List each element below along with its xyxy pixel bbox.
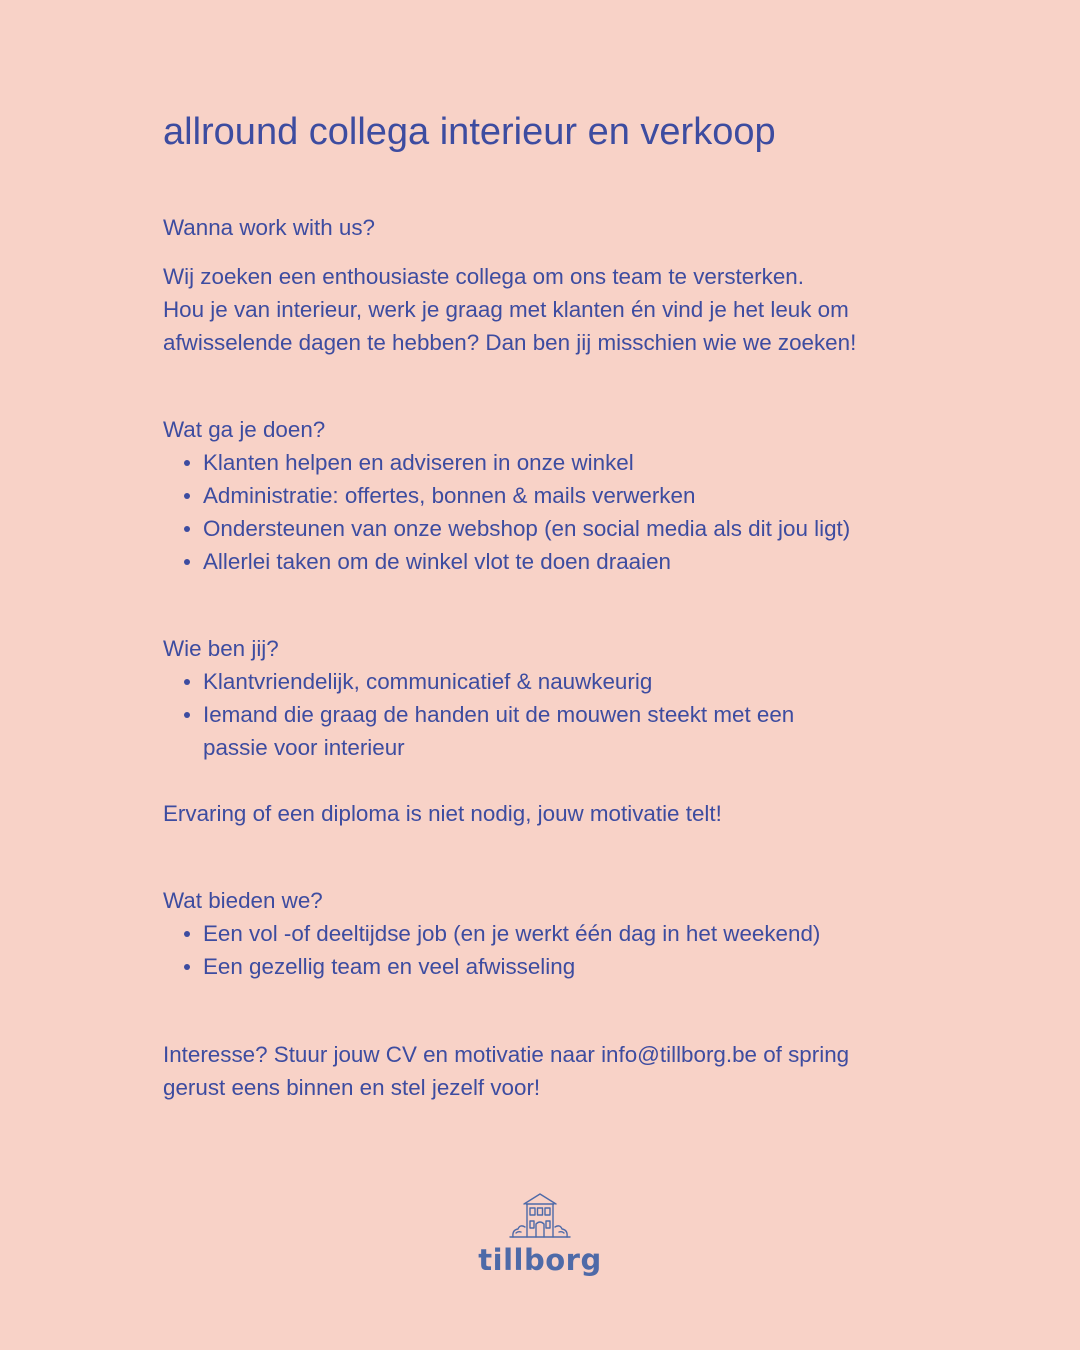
- intro-line: Hou je van interieur, werk je graag met klanten én vind je het leuk om: [163, 297, 849, 322]
- house-icon: [500, 1188, 580, 1242]
- list-item: Administratie: offertes, bonnen & mails verwerken: [203, 479, 850, 512]
- list-item: Klanten helpen en adviseren in onze winkel: [203, 446, 850, 479]
- list-item: Klantvriendelijk, communicatief & nauwkeurig: [203, 665, 794, 698]
- page-title: allround collega interieur en verkoop: [163, 111, 776, 153]
- contact-line: gerust eens binnen en stel jezelf voor!: [163, 1075, 541, 1100]
- list-item: Een vol -of deeltijdse job (en je werkt één dag in het weekend): [203, 917, 820, 950]
- intro-line: afwisselende dagen te hebben? Dan ben jij misschien wie we zoeken!: [163, 330, 857, 355]
- list-item: Een gezellig team en veel afwisseling: [203, 950, 820, 983]
- tasks-heading: Wat ga je doen?: [163, 417, 326, 442]
- offer-heading: Wat bieden we?: [163, 888, 323, 913]
- intro-line: Wij zoeken een enthousiaste collega om ons team te versterken.: [163, 264, 804, 289]
- brand-name: tillborg: [478, 1243, 602, 1277]
- list-item: Ondersteunen van onze webshop (en social media als dit jou ligt): [203, 512, 850, 545]
- offer-list: [163, 917, 820, 983]
- list-item: Iemand die graag de handen uit de mouwen steekt met een: [203, 698, 794, 731]
- profile-heading: Wie ben jij?: [163, 636, 279, 661]
- contact-line: Interesse? Stuur jouw CV en motivatie naar info@tillborg.be of spring: [163, 1042, 850, 1067]
- brand-logo: [440, 1188, 640, 1278]
- tasks-list: [163, 446, 850, 578]
- list-item-continuation: passie voor interieur: [203, 735, 405, 760]
- intro-heading: Wanna work with us?: [163, 215, 375, 240]
- list-item: Allerlei taken om de winkel vlot te doen draaien: [203, 545, 850, 578]
- profile-list: [163, 665, 794, 731]
- profile-note: Ervaring of een diploma is niet nodig, jouw motivatie telt!: [163, 801, 722, 826]
